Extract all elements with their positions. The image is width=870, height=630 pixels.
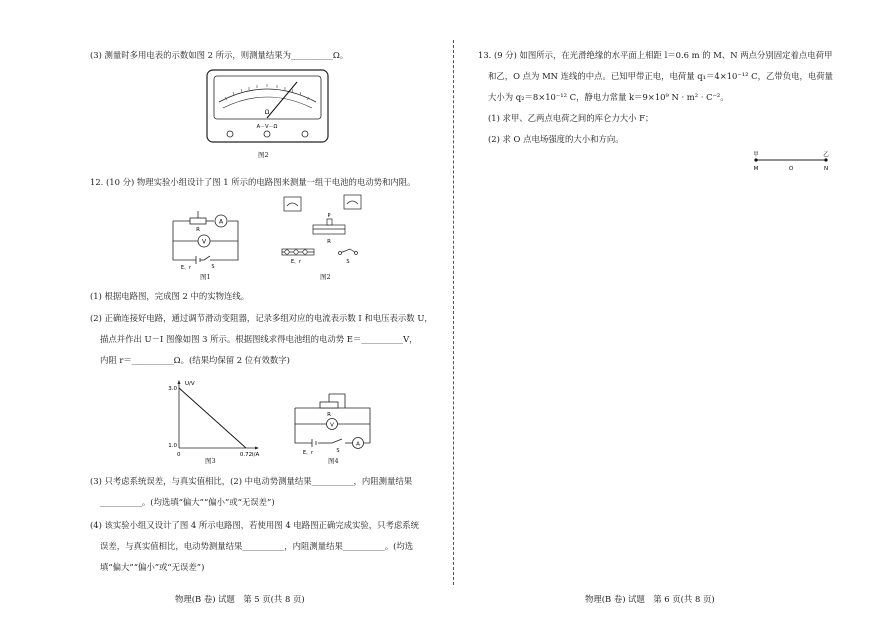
q12-part3-line1: (3) 只考虑系统误差，与真实值相比，(2) 中电动势测量结果__________，内阻测量结果 — [90, 476, 413, 486]
fig3-xlabel: I/A — [252, 452, 260, 458]
rheostat-label: R — [196, 227, 200, 233]
meter-unit-label: A－V－Ω — [256, 124, 278, 130]
q13-part1: (1) 求甲、乙两点电荷之间的库仑力大小 F； — [488, 113, 654, 123]
apparatus-figure-2 — [278, 193, 373, 270]
q11-part3: (3) 测量时多用电表的示数如图 2 所示，则测量结果为__________Ω。 — [90, 50, 349, 60]
fig4-voltmeter-label: V — [330, 422, 334, 429]
q12-part3-line2: __________。(均选填“偏大”“偏小”或“无误差”) — [100, 497, 275, 507]
fig1-caption: 图1 — [200, 273, 211, 281]
multimeter-figure — [205, 68, 330, 148]
fig3-x-origin: 0 — [177, 452, 181, 458]
q13-line1: 13. (9 分) 如图所示，在光滑绝缘的水平面上相距 l＝0.6 m 的 M、N 两点分别固定着点电荷甲 — [478, 50, 833, 60]
fig3-ylabel: U/V — [185, 381, 195, 387]
page-divider — [453, 40, 454, 585]
point-M-label: M — [753, 166, 759, 172]
charge-yi-label: 乙 — [823, 152, 829, 158]
q12-part4-line3: 填“偏大”“偏小”或“无误差”) — [100, 562, 205, 572]
fig2-caption: 图2 — [320, 273, 331, 281]
fig2-top-caption: 图2 — [258, 151, 269, 159]
q13-line3: 大小为 q₂＝8×10⁻¹² C，静电力常量 k＝9×10⁹ N · m² · C⁻²。 — [488, 92, 729, 102]
q13-line2: 和乙，O 点为 MN 连线的中点。已知甲带正电，电荷量 q₁＝4×10⁻¹² C，乙带负电，电荷量 — [488, 71, 833, 81]
q12-part2-line2: 描点并作出 U－I 图像如图 3 所示。根据图线求得电池组的电动势 E＝__________V， — [100, 334, 418, 344]
rheostat2-label: R — [327, 239, 331, 245]
q12-part4-line1: (4) 该实验小组又设计了图 4 所示电路图，若使用图 4 电路图正确完成实验，只考虑系统 — [90, 520, 419, 530]
q12-part2-line3: 内阻 r＝__________Ω。(结果均保留 2 位有效数字) — [100, 355, 290, 365]
page-footer-right: 物理(B 卷) 试题 第 6 页(共 8 页) — [585, 594, 715, 604]
fig4-rheostat-label: R — [327, 412, 331, 418]
ammeter-label: A — [218, 218, 224, 226]
switch2-label: S — [346, 259, 350, 265]
fig4-battery-label: E、r — [302, 450, 314, 456]
battery-label: E、r — [180, 265, 192, 271]
ui-line — [179, 388, 246, 448]
fig4-switch-label: S — [336, 448, 340, 454]
switch-label: S — [211, 264, 215, 270]
voltmeter-label: V — [201, 238, 207, 246]
fig3-y-bottom: 1.0 — [168, 443, 177, 449]
charges-figure — [748, 150, 833, 176]
point-O-label: O — [788, 166, 794, 172]
page-footer-left: 物理(B 卷) 试题 第 5 页(共 8 页) — [175, 594, 305, 604]
circuit-figure-1 — [168, 205, 248, 270]
fig3-y-top: 3.0 — [168, 386, 177, 392]
q12-intro: 12. (10 分) 物理实验小组设计了图 1 所示的电路图来测量一组干电池的电动势和内阻。 — [90, 177, 416, 187]
battery2-label: E、r — [290, 259, 302, 265]
slider-label: P — [327, 213, 331, 219]
q13-part2: (2) 求 O 点电场强度的大小和方向。 — [488, 134, 624, 144]
charge-jia-label: 甲 — [753, 152, 759, 158]
point-N-label: N — [823, 166, 829, 172]
q12-part4-line2: 误差，与真实值相比，电动势测量结果__________，内阻测量结果__________。(均选 — [100, 541, 414, 551]
fig4-ammeter-label: A — [356, 441, 360, 448]
q12-part1: (1) 根据电路图，完成图 2 中的实物连线。 — [90, 291, 250, 301]
fig4-caption: 图4 — [328, 457, 339, 465]
q12-part2-line1: (2) 正确连接好电路，通过调节滑动变阻器，记录多组对应的电流表示数 I 和电压表示数 U， — [90, 313, 433, 323]
ui-graph-figure-3 — [164, 378, 264, 456]
fig3-x-end: 0.72 — [239, 452, 253, 458]
fig3-caption: 图3 — [205, 457, 216, 465]
meter-scale-label: Ω — [264, 109, 270, 116]
circuit-figure-4 — [290, 386, 375, 456]
